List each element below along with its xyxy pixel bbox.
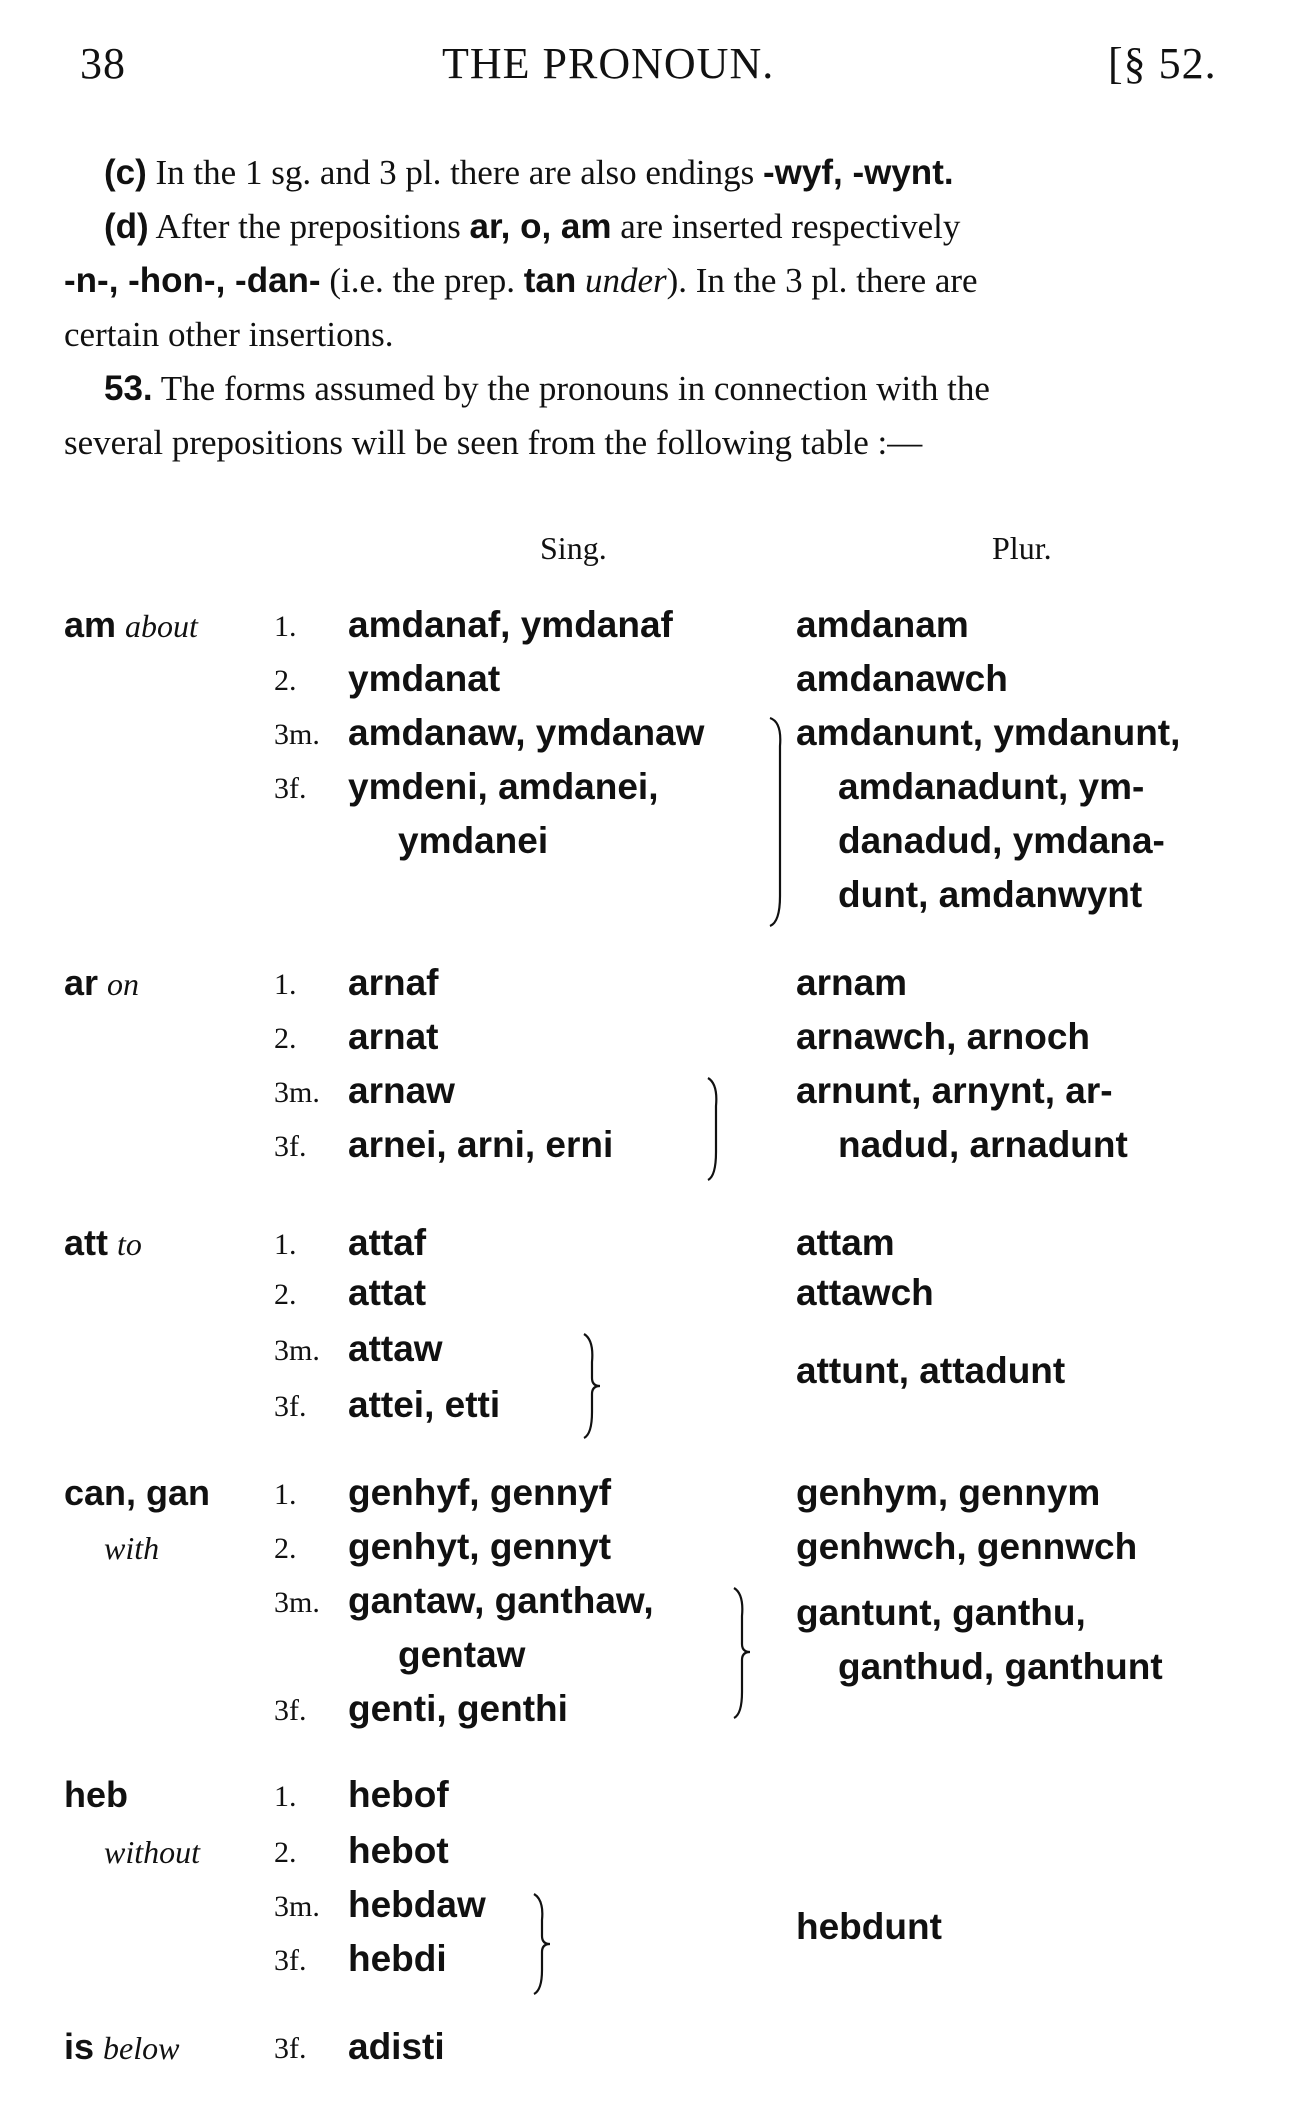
sing-form: attaw	[348, 1328, 443, 1369]
plur-form: amdanunt, ymdanunt,	[796, 712, 1181, 753]
prep-am-head: am	[64, 604, 117, 645]
person-number: 3m.	[274, 1334, 320, 1367]
plur-form: genhym, gennym	[796, 1472, 1101, 1513]
para-d-text2: are inserted respectively	[620, 207, 961, 246]
prep-ar-head: ar	[64, 962, 99, 1003]
sing-form: arnaw	[348, 1070, 455, 1111]
brace-icon	[530, 1892, 554, 1996]
prep-att-head: att	[64, 1222, 108, 1263]
column-header-plur: Plur.	[992, 530, 1052, 566]
prep-heb	[64, 1774, 128, 1816]
sing-form: attaf	[348, 1222, 427, 1263]
para-53-text1: The forms assumed by the pronouns in connection with the	[160, 369, 990, 408]
person-number: 2.	[274, 1532, 297, 1565]
sing-form: attat	[348, 1272, 427, 1313]
prep-is-gloss: below	[103, 2030, 180, 2066]
plur-form: amdanam	[796, 604, 969, 645]
plur-form: amdanadunt, ym-	[838, 766, 1145, 807]
person-number: 3f.	[274, 1944, 307, 1977]
prep-heb-head: heb	[64, 1774, 129, 1815]
plur-form: dunt, amdanwynt	[838, 874, 1143, 915]
person-number: 1.	[274, 1228, 297, 1261]
sing-form: genhyt, gennyt	[348, 1526, 612, 1567]
person-number: 3m.	[274, 718, 320, 751]
prep-am-gloss: about	[125, 608, 198, 644]
sing-form: attei, etti	[348, 1384, 501, 1425]
column-header-sing: Sing.	[540, 530, 607, 566]
prep-ar	[64, 962, 139, 1004]
prep-is	[64, 2026, 179, 2068]
person-number: 3f.	[274, 2032, 307, 2065]
plur-form: attunt, attadunt	[796, 1350, 1066, 1391]
sing-form: arnei, arni, erni	[348, 1124, 614, 1165]
paragraph-c	[64, 146, 1234, 200]
prep-att-gloss: to	[117, 1226, 142, 1262]
plur-form: attawch	[796, 1272, 934, 1313]
para-d-under: under	[584, 261, 667, 300]
para-d-text3: (i.e. the prep.	[329, 261, 515, 300]
person-number: 1.	[274, 1780, 297, 1813]
paragraph-53	[64, 362, 1234, 470]
para-d-label: (d)	[104, 207, 149, 246]
plur-form: attam	[796, 1222, 895, 1263]
section-marker: [§ 52.	[1108, 39, 1217, 88]
para-c-endings: -wyf, -wynt.	[763, 153, 954, 192]
person-number: 3f.	[274, 772, 307, 805]
sing-form: adisti	[348, 2026, 445, 2067]
prep-att	[64, 1222, 142, 1264]
sing-form: gantaw, ganthaw,	[348, 1580, 654, 1621]
para-d-text1: After the prepositions	[155, 207, 461, 246]
prep-heb-gloss-line	[104, 1830, 200, 1872]
prep-is-head: is	[64, 2026, 95, 2067]
plur-form: ganthud, ganthunt	[838, 1646, 1163, 1687]
plur-form: arnam	[796, 962, 908, 1003]
prep-can-head: can, gan	[64, 1472, 211, 1513]
person-number: 1.	[274, 968, 297, 1001]
running-title: THE PRONOUN.	[442, 39, 775, 88]
prep-can-gloss: with	[104, 1530, 160, 1566]
sing-form: genti, genthi	[348, 1688, 568, 1729]
person-number: 2.	[274, 664, 297, 697]
prep-ar-gloss: on	[107, 966, 140, 1002]
plur-form: amdanawch	[796, 658, 1008, 699]
sing-form: genhyf, gennyf	[348, 1472, 612, 1513]
sing-form: hebot	[348, 1830, 449, 1871]
para-53-number: 53.	[104, 369, 153, 408]
para-d-text4: ). In the 3 pl. there are	[666, 261, 978, 300]
person-number: 3f.	[274, 1130, 307, 1163]
page-number: 38	[80, 39, 126, 88]
sing-form: gentaw	[398, 1634, 526, 1675]
sing-form: arnaf	[348, 962, 439, 1003]
person-number: 2.	[274, 1278, 297, 1311]
sing-form: amdanaw, ymdanaw	[348, 712, 705, 753]
plur-form: nadud, arnadunt	[838, 1124, 1128, 1165]
brace-icon	[730, 1586, 756, 1720]
person-number: 2.	[274, 1836, 297, 1869]
sing-form: ymdeni, amdanei,	[348, 766, 659, 807]
brace-icon	[766, 716, 790, 928]
person-number: 1.	[274, 610, 297, 643]
person-number: 3f.	[274, 1390, 307, 1423]
sing-form: amdanaf, ymdanaf	[348, 604, 673, 645]
person-number: 2.	[274, 1022, 297, 1055]
plur-form: arnawch, arnoch	[796, 1016, 1091, 1057]
prep-can-gloss-line	[104, 1526, 159, 1568]
para-d-insertions: -n-, -hon-, -dan-	[64, 261, 321, 300]
plur-form: arnunt, arnynt, ar-	[796, 1070, 1113, 1111]
plur-form: hebdunt	[796, 1906, 942, 1947]
sing-form: hebdaw	[348, 1884, 486, 1925]
para-c-label: (c)	[104, 153, 147, 192]
para-d-text5: certain other insertions.	[64, 315, 394, 354]
sing-form: ymdanei	[398, 820, 549, 861]
plur-form: genhwch, gennwch	[796, 1526, 1138, 1567]
sing-form: hebof	[348, 1774, 449, 1815]
prep-can	[64, 1472, 210, 1514]
brace-icon	[704, 1076, 728, 1182]
sing-form: ymdanat	[348, 658, 501, 699]
sing-form: hebdi	[348, 1938, 447, 1979]
sing-form: arnat	[348, 1016, 439, 1057]
para-d-preps: ar, o, am	[469, 207, 612, 246]
para-d-tan: tan	[523, 261, 577, 300]
paragraph-d	[64, 200, 1234, 362]
person-number: 1.	[274, 1478, 297, 1511]
para-53-text2: several prepositions will be seen from the following table :—	[64, 423, 923, 462]
prep-am	[64, 604, 198, 646]
brace-icon	[580, 1332, 604, 1440]
plur-form: gantunt, ganthu,	[796, 1592, 1086, 1633]
person-number: 3m.	[274, 1890, 320, 1923]
person-number: 3m.	[274, 1586, 320, 1619]
prep-heb-gloss: without	[104, 1834, 201, 1870]
person-number: 3m.	[274, 1076, 320, 1109]
plur-form: danadud, ymdana-	[838, 820, 1165, 861]
para-c-text: In the 1 sg. and 3 pl. there are also endings	[155, 153, 755, 192]
person-number: 3f.	[274, 1694, 307, 1727]
